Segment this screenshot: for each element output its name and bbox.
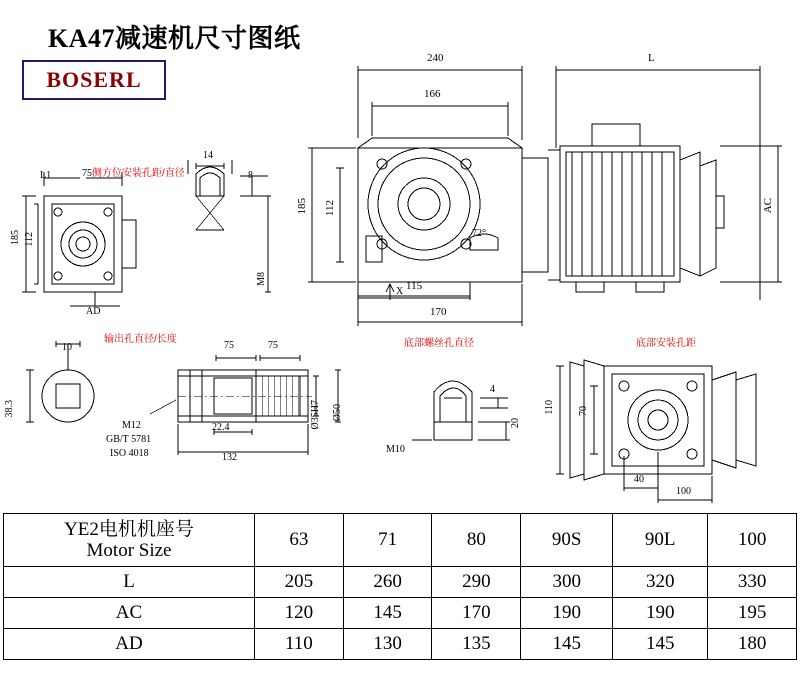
cell-AD-4: 145 <box>613 629 708 660</box>
dim-L-top: L <box>648 52 655 64</box>
cell-L-1: 260 <box>343 567 432 598</box>
cell-AC-5: 195 <box>708 598 797 629</box>
dim-110: 110 <box>544 400 555 415</box>
cell-L-3: 300 <box>521 567 613 598</box>
dim-d35: Ø35H7 <box>310 400 321 430</box>
dim-75-b: 75 <box>268 340 278 351</box>
table-header-col-4: 90L <box>613 514 708 567</box>
table-header-col-3: 90S <box>521 514 613 567</box>
annotation-output-bore: 输出孔直径/长度 <box>104 334 177 345</box>
dim-8: 8 <box>248 170 253 181</box>
dim-132: 132 <box>222 452 237 463</box>
dim-185-left: 185 <box>10 230 21 245</box>
row-label-L: L <box>4 567 255 598</box>
table-row <box>4 567 797 598</box>
dim-75-a: 75 <box>224 340 234 351</box>
motor-size-table <box>3 513 797 660</box>
row-label-AD: AD <box>4 629 255 660</box>
dim-100: 100 <box>676 486 691 497</box>
dim-70: 70 <box>578 406 589 416</box>
table-header-label-cn: YE2电机机座号 <box>64 518 194 540</box>
cell-AD-1: 130 <box>343 629 432 660</box>
cell-AC-3: 190 <box>521 598 613 629</box>
table-header-label <box>4 514 255 567</box>
dim-4: 4 <box>490 384 495 395</box>
dim-112-left: 112 <box>24 232 35 247</box>
table-header-col-2: 80 <box>432 514 521 567</box>
cell-AD-3: 145 <box>521 629 613 660</box>
table-row <box>4 629 797 660</box>
dim-AC: AC <box>762 198 774 214</box>
dim-115: 115 <box>406 280 423 292</box>
cell-AD-0: 110 <box>255 629 344 660</box>
cell-AC-1: 145 <box>343 598 432 629</box>
annotation-bottom-mount: 底部安装孔距 <box>636 338 696 349</box>
cell-AC-4: 190 <box>613 598 708 629</box>
table-header-col-0: 63 <box>255 514 344 567</box>
table-header-label-en: Motor Size <box>86 540 172 561</box>
table-row <box>4 598 797 629</box>
dim-22-4: 22.4 <box>212 422 230 433</box>
dim-75-left: 75 <box>82 168 92 179</box>
page-title: KA47减速机尺寸图纸 <box>48 24 301 53</box>
annotation-side-mount: 侧方位安装孔距/直径 <box>92 168 185 179</box>
logo-text: BOSERL <box>46 67 142 92</box>
cell-AD-2: 135 <box>432 629 521 660</box>
cell-AC-0: 120 <box>255 598 344 629</box>
dim-38-3: 38.3 <box>4 400 15 418</box>
dim-10: 10 <box>62 342 72 353</box>
dim-40: 40 <box>634 474 644 485</box>
table-header-row <box>4 514 797 567</box>
mark-x: X <box>396 286 404 297</box>
cell-L-4: 320 <box>613 567 708 598</box>
dim-20: 20 <box>510 418 521 428</box>
cell-AC-2: 170 <box>432 598 521 629</box>
cell-L-0: 205 <box>255 567 344 598</box>
dim-m8: M8 <box>256 272 267 286</box>
dim-166: 166 <box>424 88 441 100</box>
table-header-col-1: 71 <box>343 514 432 567</box>
dim-185-main: 185 <box>296 198 308 215</box>
dim-m12: M12 <box>122 420 141 431</box>
dim-l1: L1 <box>40 170 52 181</box>
standard-gb: GB/T 5781 <box>106 434 152 445</box>
dim-m10: M10 <box>386 444 405 455</box>
dim-14: 14 <box>203 150 213 161</box>
dim-angle-72: 72° <box>472 228 486 239</box>
standard-iso: ISO 4018 <box>110 448 149 459</box>
dim-170: 170 <box>430 306 447 318</box>
cell-L-2: 290 <box>432 567 521 598</box>
dim-240: 240 <box>427 52 444 64</box>
annotation-bottom-screw: 底部螺丝孔直径 <box>404 338 474 349</box>
table-header-col-5: 100 <box>708 514 797 567</box>
dim-112-main: 112 <box>324 200 336 217</box>
cell-AD-5: 180 <box>708 629 797 660</box>
row-label-AC: AC <box>4 598 255 629</box>
dim-ad-left: AD <box>86 306 101 317</box>
dim-d50: Ø50 <box>332 404 343 422</box>
cell-L-5: 330 <box>708 567 797 598</box>
